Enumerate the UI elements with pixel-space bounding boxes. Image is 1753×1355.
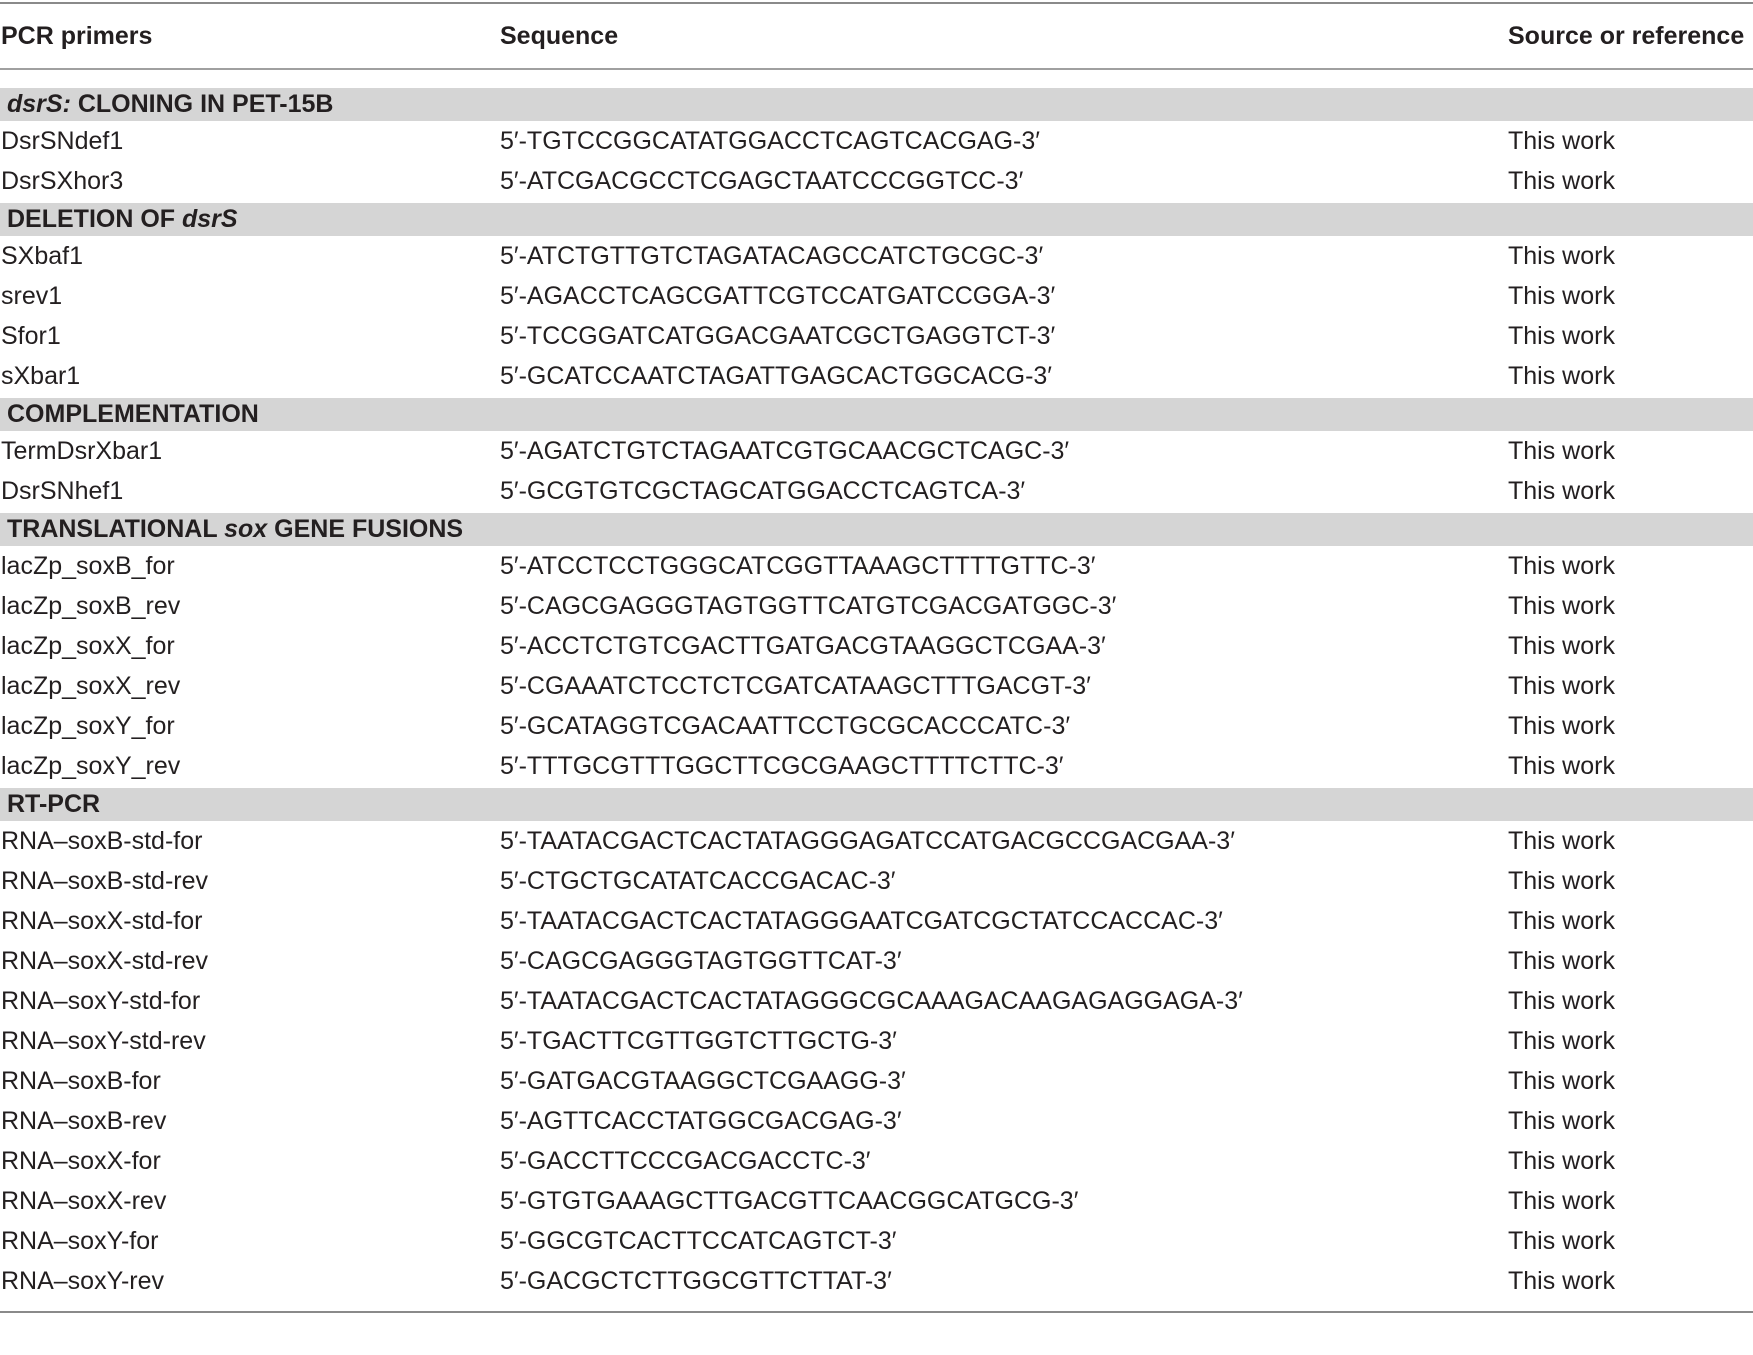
table-header — [0, 4, 1753, 66]
section-label-part: dsrS — [182, 205, 238, 233]
sequence-cell: 5′-TAATACGACTCACTATAGGGAGATCCATGACGCCGACGAA-3′ — [500, 827, 1235, 855]
section-label-part: GENE FUSIONS — [267, 515, 464, 543]
sequence-cell: 5′-TGTCCGGCATATGGACCTCAGTCACGAG-3′ — [500, 127, 1040, 155]
sequence-cell: 5′-TAATACGACTCACTATAGGGAATCGATCGCTATCCACCAC-3′ — [500, 907, 1223, 935]
source-cell: This work — [1508, 1107, 1615, 1135]
primer-name-cell: lacZp_soxY_rev — [1, 752, 181, 780]
sequence-cell: 5′-TCCGGATCATGGACGAATCGCTGAGGTCT-3′ — [500, 322, 1056, 350]
section-header — [0, 203, 1753, 236]
section-header — [0, 398, 1753, 431]
table-row — [0, 941, 1753, 981]
source-cell: This work — [1508, 1027, 1615, 1055]
table-row — [0, 626, 1753, 666]
primer-name-cell: TermDsrXbar1 — [1, 437, 163, 465]
primer-name-cell: RNA–soxX-std-rev — [1, 947, 208, 975]
table-row — [0, 1181, 1753, 1221]
table-row — [0, 546, 1753, 586]
sequence-cell: 5′-GCGTGTCGCTAGCATGGACCTCAGTCA-3′ — [500, 477, 1026, 505]
table-row — [0, 821, 1753, 861]
primer-name-cell: Sfor1 — [1, 322, 61, 350]
source-cell: This work — [1508, 167, 1615, 195]
table-bottom-rule — [0, 1311, 1753, 1313]
table-row — [0, 1261, 1753, 1301]
section-label — [7, 204, 238, 235]
section-header — [0, 88, 1753, 121]
source-cell: This work — [1508, 477, 1615, 505]
section-header — [0, 513, 1753, 546]
sequence-cell: 5′-ATCCTCCTGGGCATCGGTTAAAGCTTTTGTTC-3′ — [500, 552, 1096, 580]
table-row — [0, 431, 1753, 471]
source-cell: This work — [1508, 1147, 1615, 1175]
table-row — [0, 901, 1753, 941]
section-header — [0, 788, 1753, 821]
table-row — [0, 666, 1753, 706]
table-row — [0, 861, 1753, 901]
section-label — [7, 89, 333, 120]
section-label-part: RT-PCR — [7, 790, 101, 818]
section-label-part: TRANSLATIONAL — [7, 515, 225, 543]
sequence-cell: 5′-AGACCTCAGCGATTCGTCCATGATCCGGA-3′ — [500, 282, 1056, 310]
primer-name-cell: lacZp_soxB_for — [1, 552, 175, 580]
section-label-part: COMPLEMENTATION — [7, 400, 259, 428]
primer-name-cell: RNA–soxY-std-rev — [1, 1027, 206, 1055]
source-cell: This work — [1508, 592, 1615, 620]
table-row — [0, 1221, 1753, 1261]
source-cell: This work — [1508, 907, 1615, 935]
section-label — [7, 789, 100, 820]
primer-name-cell: RNA–soxY-std-for — [1, 987, 201, 1015]
sequence-cell: 5′-GCATCCAATCTAGATTGAGCACTGGCACG-3′ — [500, 362, 1052, 390]
source-cell: This work — [1508, 1067, 1615, 1095]
header-source-or-reference: Source or reference — [1508, 22, 1745, 50]
source-cell: This work — [1508, 437, 1615, 465]
section-label — [7, 514, 463, 545]
table-row — [0, 586, 1753, 626]
section-label-part: sox — [224, 515, 268, 543]
source-cell: This work — [1508, 1187, 1615, 1215]
primer-name-cell: RNA–soxX-std-for — [1, 907, 203, 935]
source-cell: This work — [1508, 1267, 1615, 1295]
source-cell: This work — [1508, 282, 1615, 310]
source-cell: This work — [1508, 632, 1615, 660]
primer-name-cell: SXbaf1 — [1, 242, 84, 270]
source-cell: This work — [1508, 322, 1615, 350]
source-cell: This work — [1508, 987, 1615, 1015]
sequence-cell: 5′-GTGTGAAAGCTTGACGTTCAACGGCATGCG-3′ — [500, 1187, 1079, 1215]
primer-name-cell: RNA–soxY-rev — [1, 1267, 165, 1295]
source-cell: This work — [1508, 672, 1615, 700]
sequence-cell: 5′-TAATACGACTCACTATAGGGCGCAAAGACAAGAGAGGAGA-3′ — [500, 987, 1243, 1015]
primer-name-cell: lacZp_soxX_for — [1, 632, 175, 660]
sequence-cell: 5′-GGCGTCACTTCCATCAGTCT-3′ — [500, 1227, 897, 1255]
sequence-cell: 5′-CTGCTGCATATCACCGACAC-3′ — [500, 867, 896, 895]
section-label-part: CLONING IN PET-15B — [70, 90, 334, 118]
table-row — [0, 356, 1753, 396]
sequence-cell: 5′-GCATAGGTCGACAATTCCTGCGCACCCATC-3′ — [500, 712, 1071, 740]
table-row — [0, 471, 1753, 511]
source-cell: This work — [1508, 552, 1615, 580]
sequence-cell: 5′-ATCGACGCCTCGAGCTAATCCCGGTCC-3′ — [500, 167, 1024, 195]
primer-name-cell: DsrSNdef1 — [1, 127, 124, 155]
header-rule — [0, 68, 1753, 70]
sequence-cell: 5′-ACCTCTGTCGACTTGATGACGTAAGGCTCGAA-3′ — [500, 632, 1106, 660]
sequence-cell: 5′-GACGCTCTTGGCGTTCTTAT-3′ — [500, 1267, 892, 1295]
primer-name-cell: RNA–soxB-for — [1, 1067, 161, 1095]
table-row — [0, 316, 1753, 356]
sequence-cell: 5′-CAGCGAGGGTAGTGGTTCAT-3′ — [500, 947, 902, 975]
table-row — [0, 981, 1753, 1021]
table-row — [0, 121, 1753, 161]
primer-name-cell: sXbar1 — [1, 362, 81, 390]
sequence-cell: 5′-GACCTTCCCGACGACCTC-3′ — [500, 1147, 871, 1175]
primer-name-cell: lacZp_soxX_rev — [1, 672, 181, 700]
table-row — [0, 1101, 1753, 1141]
source-cell: This work — [1508, 1227, 1615, 1255]
sequence-cell: 5′-TGACTTCGTTGGTCTTGCTG-3′ — [500, 1027, 897, 1055]
table-row — [0, 161, 1753, 201]
primer-name-cell: lacZp_soxY_for — [1, 712, 175, 740]
source-cell: This work — [1508, 362, 1615, 390]
source-cell: This work — [1508, 127, 1615, 155]
table-row — [0, 1141, 1753, 1181]
sequence-cell: 5′-GATGACGTAAGGCTCGAAGG-3′ — [500, 1067, 906, 1095]
table-row — [0, 1021, 1753, 1061]
section-label — [7, 399, 259, 430]
sequence-cell: 5′-TTTGCGTTTGGCTTCGCGAAGCTTTTCTTC-3′ — [500, 752, 1064, 780]
primer-name-cell: RNA–soxX-for — [1, 1147, 161, 1175]
sequence-cell: 5′-AGTTCACCTATGGCGACGAG-3′ — [500, 1107, 902, 1135]
section-label-part: DELETION OF — [7, 205, 182, 233]
source-cell: This work — [1508, 867, 1615, 895]
header-sequence: Sequence — [500, 22, 619, 50]
sequence-cell: 5′-AGATCTGTCTAGAATCGTGCAACGCTCAGC-3′ — [500, 437, 1070, 465]
primer-name-cell: DsrSXhor3 — [1, 167, 124, 195]
primer-name-cell: DsrSNhef1 — [1, 477, 124, 505]
primer-name-cell: RNA–soxB-std-rev — [1, 867, 208, 895]
primer-name-cell: RNA–soxY-for — [1, 1227, 159, 1255]
primer-name-cell: lacZp_soxB_rev — [1, 592, 181, 620]
sequence-cell: 5′-CAGCGAGGGTAGTGGTTCATGTCGACGATGGC-3′ — [500, 592, 1117, 620]
source-cell: This work — [1508, 712, 1615, 740]
primer-name-cell: srev1 — [1, 282, 63, 310]
primer-name-cell: RNA–soxX-rev — [1, 1187, 167, 1215]
header-pcr-primers: PCR primers — [1, 22, 153, 50]
source-cell: This work — [1508, 827, 1615, 855]
primer-name-cell: RNA–soxB-rev — [1, 1107, 167, 1135]
section-label-part: dsrS: — [7, 90, 71, 118]
source-cell: This work — [1508, 947, 1615, 975]
table-row — [0, 1061, 1753, 1101]
source-cell: This work — [1508, 242, 1615, 270]
source-cell: This work — [1508, 752, 1615, 780]
sequence-cell: 5′-CGAAATCTCCTCTCGATCATAAGCTTTGACGT-3′ — [500, 672, 1091, 700]
table-row — [0, 706, 1753, 746]
table-row — [0, 236, 1753, 276]
primer-name-cell: RNA–soxB-std-for — [1, 827, 203, 855]
table-row — [0, 746, 1753, 786]
sequence-cell: 5′-ATCTGTTGTCTAGATACAGCCATCTGCGC-3′ — [500, 242, 1044, 270]
table-row — [0, 276, 1753, 316]
